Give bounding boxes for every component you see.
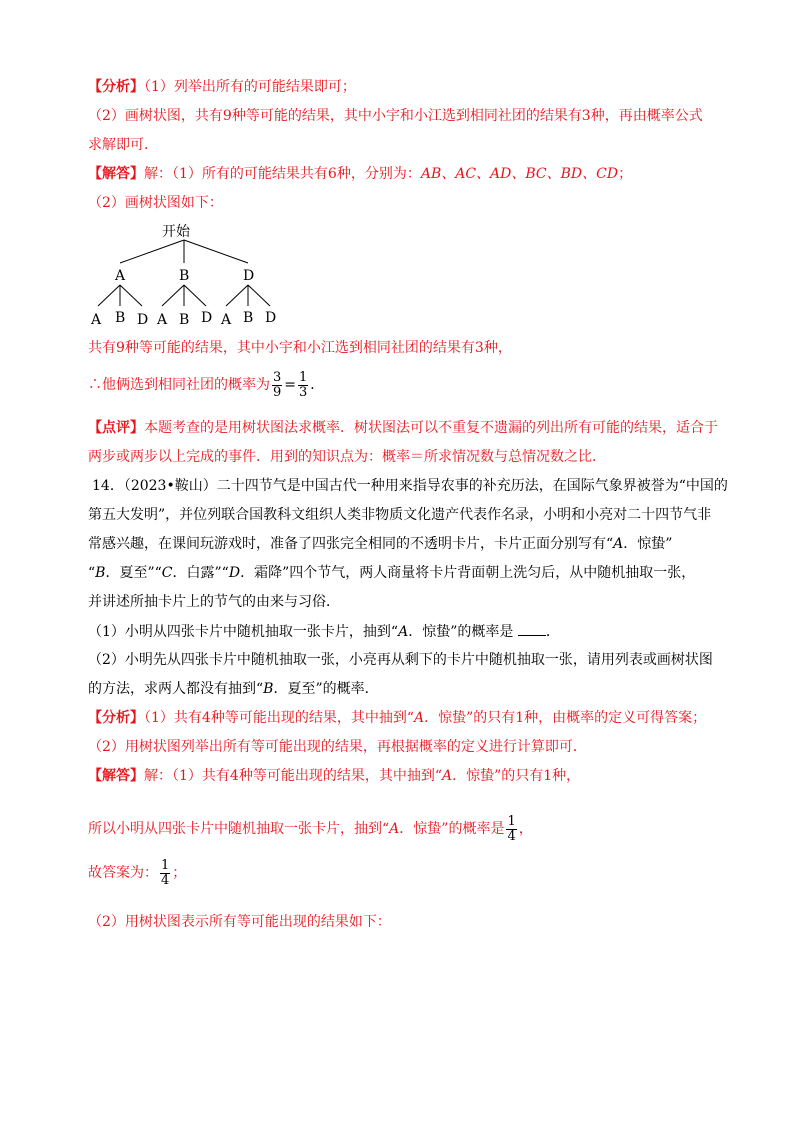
tree-l2-4: A <box>157 312 168 328</box>
q13-result-line1: 共有9种等可能的结果，其中小宇和小江选到相同社团的结果有3种， <box>88 340 512 356</box>
tree-l2-3: D <box>137 312 149 328</box>
comment-tag: 【点评】 <box>88 420 144 436</box>
analysis-tag: 【分析】 <box>88 710 144 726</box>
tree-l2-8: B <box>243 310 254 326</box>
q13-analysis-line2: （2）画树状图，共有9种等可能的结果，其中小宇和小江选到相同社团的结果有3种，再由概率公式 <box>88 108 703 124</box>
tree-l2-9: D <box>265 310 277 326</box>
fraction-3-9: $\frac{3}{9}$ <box>273 369 282 400</box>
result-end: ． <box>310 377 325 393</box>
tree-l2-2: B <box>115 310 126 326</box>
equals-sign: = <box>284 377 297 393</box>
question-number: 14． <box>92 478 124 494</box>
tree-l1-b: B <box>179 268 190 284</box>
q13-analysis-line3: 求解即可． <box>88 137 158 153</box>
q14-stem-line3: 常感兴趣，在课间玩游戏时，准备了四张完全相同的不透明卡片，卡片正面分别写有“A．惊蛰” <box>88 536 673 552</box>
q14-stem-line4: “B．夏至”“C．白露”“D．霜降”四个节气，两人商量将卡片背面朝上洗匀后，从中随机抽取一张， <box>88 565 696 581</box>
answer-blank <box>518 621 546 636</box>
q14-answer-line2: 所以小明从四张卡片中随机抽取一张卡片，抽到“A．惊蛰”的概率是 $\frac{1}{4}$ ， <box>88 813 533 844</box>
q13-comment-line1 <box>88 418 718 438</box>
comment-text: 本题考查的是用树状图法求概率．树状图法可以不重复不遗漏的列出所有可能的结果，适合于 <box>144 420 718 436</box>
q13-analysis-line1 <box>88 77 356 97</box>
tree-l1-d: D <box>243 268 255 284</box>
answer-text: 解：（1）所有的可能结果共有6种，分别为： <box>144 166 421 182</box>
fraction-1-3: $\frac{1}{3}$ <box>299 369 308 400</box>
tree-l2-6: D <box>201 310 213 326</box>
q14-stem-line5: 并讲述所抽卡片上的节气的由来与习俗． <box>88 594 340 610</box>
q14-stem-line1 <box>92 476 728 496</box>
answer-end: ； <box>618 166 633 182</box>
q14-part2-line1: （2）小明先从四张卡片中随机抽取一张，小亮再从剩下的卡片中随机抽取一张，请用列表或画树状图 <box>88 652 713 668</box>
q14-part2-line2: 的方法，求两人都没有抽到“B．夏至”的概率． <box>88 681 379 697</box>
tree-l2-7: A <box>221 312 232 328</box>
tree-l2-1: A <box>91 312 102 328</box>
answer-tag: 【解答】 <box>88 166 144 182</box>
answer-list: AB、AC、AD、BC、BD、CD <box>420 166 619 182</box>
q13-answer-line1 <box>88 164 632 184</box>
tree-l2-5: B <box>179 312 190 328</box>
fraction-1-4: $\frac{1}{4}$ <box>507 813 516 844</box>
q14-analysis-line2: （2）用树状图列举出所有等可能出现的结果，再根据概率的定义进行计算即可． <box>88 739 587 755</box>
tree-root: 开始 <box>162 224 190 240</box>
q14-answer-line1: 【解答】解：（1）共有4种等可能出现的结果，其中抽到“A．惊蛰”的只有1种， <box>88 768 581 784</box>
q14-stem-line2: 第五大发明”，并位列联合国教科文组织人类非物质文化遗产代表作名录，小明和小亮对二十四节气非 <box>88 507 712 523</box>
tree-l1-a: A <box>115 268 126 284</box>
analysis-tag: 【分析】 <box>88 79 144 95</box>
analysis-text: （1）列举出所有的可能结果即可； <box>144 79 356 95</box>
q14-answer-line3: 故答案为： $\frac{1}{4}$ ； <box>88 857 187 888</box>
q13-answer-line2: （2）画树状图如下： <box>88 195 223 211</box>
q13-result-line2 <box>88 368 324 402</box>
fraction-1-4-answer: $\frac{1}{4}$ <box>161 857 170 888</box>
q13-comment-line2: 两步或两步以上完成的事件．用到的知识点为：概率＝所求情况数与总情况数之比． <box>88 449 606 465</box>
tree-diagram <box>80 218 290 330</box>
result-text: ∴他俩选到相同社团的概率为 <box>88 377 270 393</box>
q14-part1: （1）小明从四张卡片中随机抽取一张卡片，抽到“A．惊蛰”的概率是 ． <box>88 621 560 642</box>
q14-answer-line4: （2）用树状图表示所有等可能出现的结果如下： <box>88 914 391 930</box>
answer-tag: 【解答】 <box>88 768 144 784</box>
q14-analysis-line1: 【分析】（1）共有4种等可能出现的结果，其中抽到“A．惊蛰”的只有1种，由概率的定义可得答案； <box>88 710 707 726</box>
stem-text: （2023•鞍山）二十四节气是中国古代一种用来指导农事的补充历法，在国际气象界被誉为“中国的 <box>123 478 728 494</box>
